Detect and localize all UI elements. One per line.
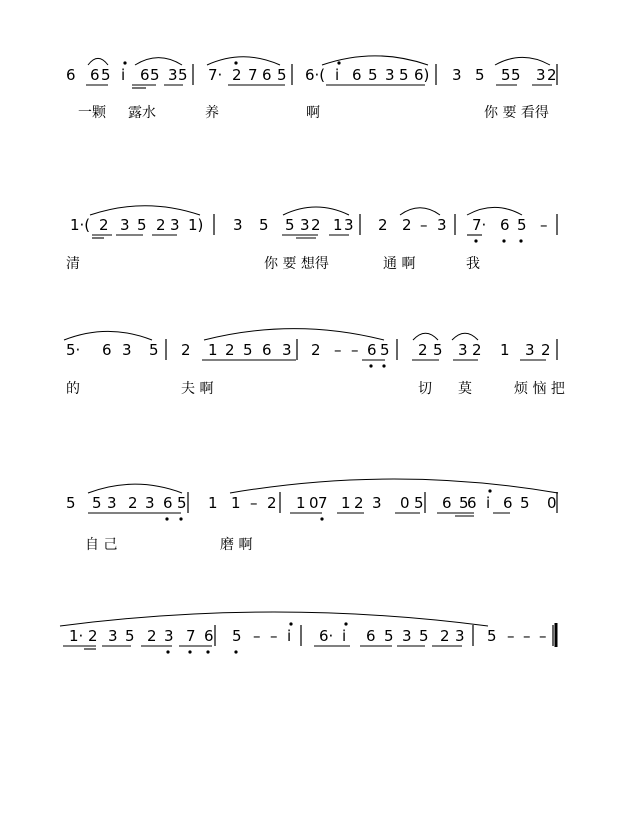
- slur-arc: [467, 207, 522, 215]
- score-system: [66, 56, 557, 121]
- score-note: 3: [300, 216, 310, 234]
- score-note: –: [540, 216, 548, 234]
- score-note: 6: [366, 627, 376, 645]
- score-note: 5: [243, 341, 253, 359]
- octave-dot-low: [320, 517, 323, 520]
- lyric-text: 清: [66, 256, 80, 272]
- score-note: i: [486, 494, 491, 512]
- score-note: –: [523, 627, 531, 645]
- octave-dot-high: [337, 61, 340, 64]
- score-note: 5: [177, 494, 187, 512]
- lyric-text: 磨 啊: [220, 537, 253, 553]
- score-note: 5: [368, 66, 378, 84]
- lyric-text: 的: [66, 381, 80, 397]
- slur-arc: [495, 57, 550, 65]
- score-note: 3: [452, 66, 462, 84]
- score-note: 2: [311, 216, 321, 234]
- score-note: 7: [318, 494, 328, 512]
- score-note: 6: [367, 341, 377, 359]
- score-note: 3: [122, 341, 132, 359]
- score-note: 5: [501, 66, 511, 84]
- score-note: 2: [128, 494, 138, 512]
- octave-dot-low: [206, 650, 209, 653]
- score-note: 7·: [472, 216, 487, 234]
- score-note: 6: [90, 66, 100, 84]
- score-note: 3: [437, 216, 447, 234]
- score-note: 5: [487, 627, 497, 645]
- score-note: 5: [92, 494, 102, 512]
- score-note: 6: [262, 66, 272, 84]
- score-note: 3: [233, 216, 243, 234]
- score-note: 5: [419, 627, 429, 645]
- slur-arc: [135, 58, 182, 65]
- score-note: 6·: [319, 627, 334, 645]
- score-note: 1·(: [70, 216, 91, 234]
- slur-arc: [400, 208, 440, 215]
- score-note: i: [335, 66, 340, 84]
- slur-arc: [204, 329, 384, 340]
- score-note: 3: [164, 627, 174, 645]
- score-note: 5: [517, 216, 527, 234]
- score-note: 3: [458, 341, 468, 359]
- score-note: 5: [475, 66, 485, 84]
- score-note: 3: [282, 341, 292, 359]
- slur-arc: [88, 58, 108, 65]
- lyric-text: 你 要 想得: [264, 256, 329, 272]
- score-note: 6: [442, 494, 452, 512]
- score-note: 3: [108, 627, 118, 645]
- score-note: 5: [125, 627, 135, 645]
- score-note: –: [507, 627, 515, 645]
- score-note: 6: [204, 627, 214, 645]
- score-note: 2: [547, 66, 557, 84]
- score-note: 7·: [208, 66, 223, 84]
- octave-dot-low: [382, 364, 385, 367]
- score-note: 2: [232, 66, 242, 84]
- score-note: 3: [170, 216, 180, 234]
- score-note: 5·: [66, 341, 81, 359]
- score-note: 6): [414, 66, 430, 84]
- score-note: 5: [101, 66, 111, 84]
- score-note: i: [121, 66, 126, 84]
- octave-dot-high: [488, 489, 491, 492]
- lyric-text: 烦 恼 把: [514, 381, 565, 397]
- lyric-text: 我: [466, 256, 480, 272]
- score-note: 0: [400, 494, 410, 512]
- lyric-text: 你 要 看得: [484, 105, 549, 121]
- score-note: 2: [225, 341, 235, 359]
- score-note: 1): [188, 216, 204, 234]
- lyric-text: 莫: [458, 381, 472, 397]
- score-note: 2: [99, 216, 109, 234]
- score-note: 3: [120, 216, 130, 234]
- score-note: 5: [150, 66, 160, 84]
- score-note: 2: [440, 627, 450, 645]
- score-note: 1: [500, 341, 510, 359]
- score-note: 3: [168, 66, 178, 84]
- score-note: 5: [137, 216, 147, 234]
- lyric-text: 通 啊: [383, 256, 416, 272]
- score-note: 0: [547, 494, 557, 512]
- slur-arc: [452, 333, 478, 340]
- score-note: 5: [178, 66, 188, 84]
- slur-arc: [88, 484, 182, 493]
- slur-arc: [90, 206, 200, 215]
- score-note: i: [287, 627, 292, 645]
- score-note: 5: [414, 494, 424, 512]
- score-note: –: [334, 341, 342, 359]
- score-note: 2: [402, 216, 412, 234]
- octave-dot-low: [179, 517, 182, 520]
- slur-arc: [283, 207, 349, 215]
- score-note: 5: [433, 341, 443, 359]
- score-note: 5: [277, 66, 287, 84]
- score-note: –: [420, 216, 428, 234]
- score-note: 6·(: [305, 66, 326, 84]
- lyric-text: 切: [418, 381, 432, 397]
- score-note: 6: [262, 341, 272, 359]
- score-note: 3: [107, 494, 117, 512]
- lyric-text: 一颗: [78, 105, 106, 121]
- score-note: 5: [520, 494, 530, 512]
- score-note: 2: [311, 341, 321, 359]
- octave-dot-low: [519, 239, 522, 242]
- octave-dot-high: [123, 61, 126, 64]
- slur-arc: [413, 333, 438, 340]
- score-note: –: [539, 627, 547, 645]
- octave-dot-low: [502, 239, 505, 242]
- slur-arc: [207, 57, 280, 65]
- score-note: 0: [309, 494, 319, 512]
- score-note: 5: [511, 66, 521, 84]
- octave-dot-high: [289, 622, 292, 625]
- octave-dot-low: [166, 650, 169, 653]
- score-note: –: [253, 627, 261, 645]
- score-note: 6: [163, 494, 173, 512]
- score-note: –: [270, 627, 278, 645]
- score-note: 1: [333, 216, 343, 234]
- score-note: 6: [102, 341, 112, 359]
- score-system: [66, 479, 558, 553]
- score-system: [66, 206, 557, 272]
- score-note: 2: [418, 341, 428, 359]
- octave-dot-low: [369, 364, 372, 367]
- octave-dot-low: [165, 517, 168, 520]
- slur-arc: [64, 331, 152, 340]
- score-note: 5: [66, 494, 76, 512]
- score-note: 2: [378, 216, 388, 234]
- score-note: 2: [156, 216, 166, 234]
- score-note: 1: [341, 494, 351, 512]
- score-note: 3: [145, 494, 155, 512]
- score-note: 5: [232, 627, 242, 645]
- score-note: –: [250, 494, 258, 512]
- score-note: 3: [455, 627, 465, 645]
- lyric-text: 露水: [128, 105, 156, 121]
- lyric-text: 啊: [306, 105, 320, 121]
- score-note: 6: [352, 66, 362, 84]
- score-note: 1: [208, 494, 218, 512]
- score-note: 5: [259, 216, 269, 234]
- octave-dot-low: [234, 650, 237, 653]
- score-note: 3: [525, 341, 535, 359]
- score-note: –: [351, 341, 359, 359]
- score-note: 5: [285, 216, 295, 234]
- score-note: 5: [380, 341, 390, 359]
- score-note: 3: [372, 494, 382, 512]
- score-note: 2: [267, 494, 277, 512]
- octave-dot-high: [344, 622, 347, 625]
- lyric-text: 养: [205, 105, 219, 121]
- score-note: 2: [88, 627, 98, 645]
- score-note: 7: [186, 627, 196, 645]
- score-note: 1: [208, 341, 218, 359]
- lyric-text: 自 己: [85, 537, 118, 553]
- score-note: 5: [149, 341, 159, 359]
- score-note: 3: [385, 66, 395, 84]
- score-note: 3: [344, 216, 354, 234]
- score-system: [60, 612, 556, 654]
- score-note: 2: [354, 494, 364, 512]
- score-note: 1·: [69, 627, 84, 645]
- score-note: 2: [472, 341, 482, 359]
- score-note: 7: [248, 66, 258, 84]
- score-note: 5: [399, 66, 409, 84]
- score-note: 6: [66, 66, 76, 84]
- score-note: i: [342, 627, 347, 645]
- score-note: 2: [541, 341, 551, 359]
- score-note: 6: [503, 494, 513, 512]
- score-note: 1: [296, 494, 306, 512]
- score-note: 1: [231, 494, 241, 512]
- score-note: 2: [181, 341, 191, 359]
- slur-arc: [230, 479, 558, 493]
- octave-dot-low: [188, 650, 191, 653]
- score-note: 6: [467, 494, 477, 512]
- score-note: 6: [140, 66, 150, 84]
- lyric-text: 夫 啊: [181, 381, 214, 397]
- score-note: 6: [500, 216, 510, 234]
- score-note: 3: [536, 66, 546, 84]
- octave-dot-high: [234, 61, 237, 64]
- octave-dot-low: [474, 239, 477, 242]
- score-note: 3: [402, 627, 412, 645]
- slur-arc: [60, 612, 488, 626]
- score-note: 5: [384, 627, 394, 645]
- score-note: 2: [147, 627, 157, 645]
- score-note: 5: [459, 494, 469, 512]
- score-system: [64, 329, 565, 397]
